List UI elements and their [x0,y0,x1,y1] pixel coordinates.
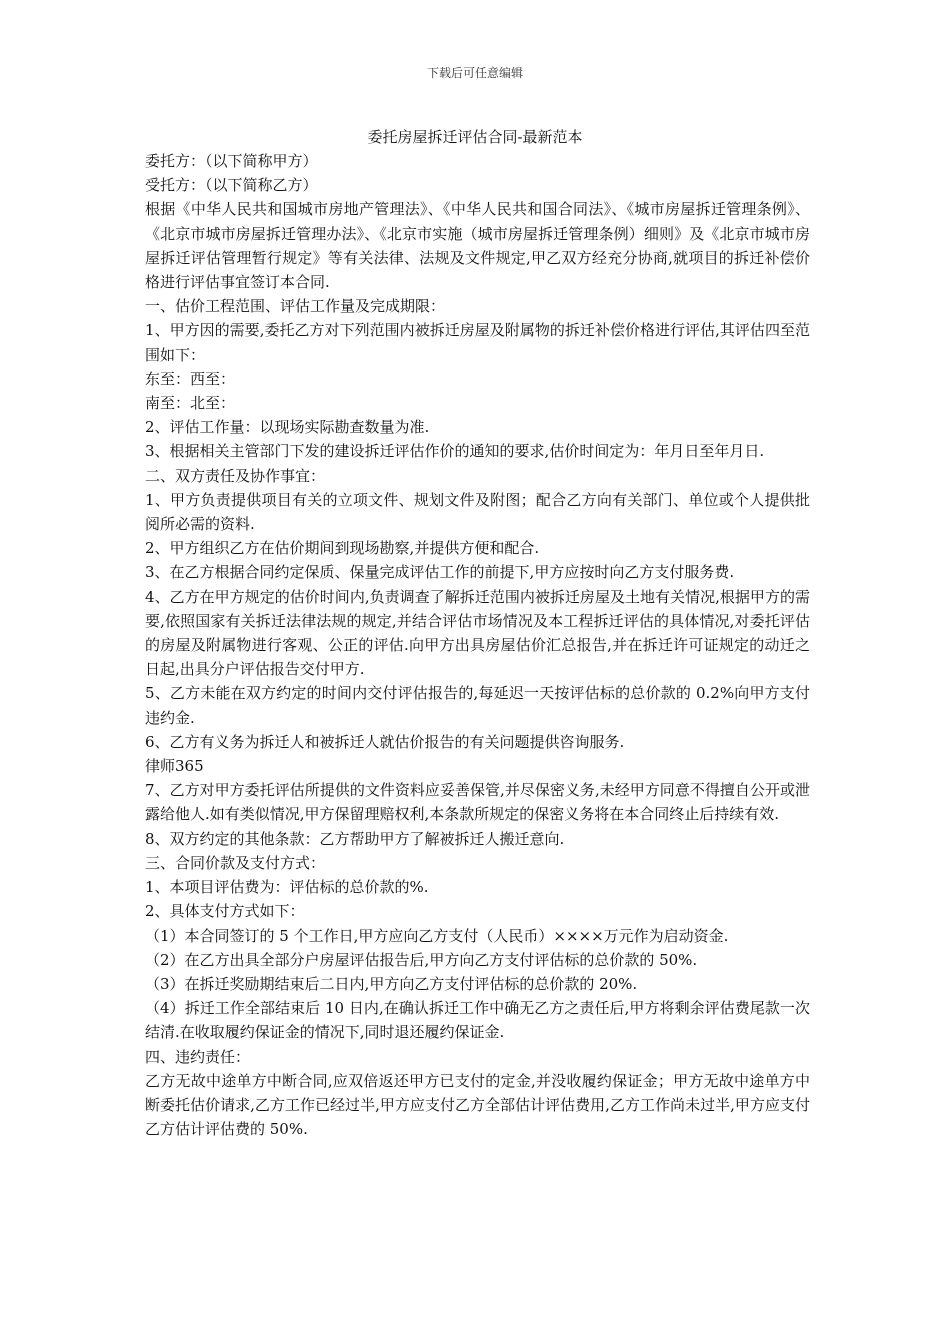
header-note: 下载后可任意编辑 [426,66,523,80]
boundary-east-west: 东至：西至： [145,369,236,388]
clause-1-3: 3、根据相关主管部门下发的建设拆迁评估作价的通知的要求,估价时间定为：年月日至年月日. [145,442,765,461]
document-body [145,149,810,1141]
section-heading-4: 四、违约责任： [145,1047,251,1066]
clause-2-6: 6、乙方有义务为拆迁人和被拆迁人就估价报告的有关问题提供咨询服务. [145,732,625,751]
clause-2-2: 2、甲方组织乙方在估价期间到现场勘察,并提供方便和配合. [145,539,540,558]
clause-2-5: 5、乙方未能在双方约定的时间内交付评估报告的,每延迟一天按评估标的总价款的 0.2%向甲方支付违约金. [145,684,810,727]
party-b-line: 受托方：（以下简称乙方） [145,176,318,195]
payment-item-1: （1）本合同签订的 5 个工作日,甲方应向乙方支付（人民币）××××万元作为启动资金. [145,926,729,945]
section-heading-2: 二、双方责任及协作事宜： [145,466,326,485]
clause-2-1: 1、甲方负责提供项目有关的立项文件、规划文件及附图；配合乙方向有关部门、单位或个人提供批阅所必需的资料. [145,490,810,534]
clause-2-7: 7、乙方对甲方委托评估所提供的文件资料应妥善保管,并尽保密义务,未经甲方同意不得擅自公开或泄露给他人.如有类似情况,甲方保留理赔权利,本条款所规定的保密义务将在本合同终止后持续有效. [145,781,810,824]
clause-2-3: 3、在乙方根据合同约定保质、保量完成评估工作的前提下,甲方应按时向乙方支付服务费. [145,563,735,582]
boundary-south-north: 南至：北至： [145,394,236,413]
watermark-text-line: 律师365 [145,757,204,776]
clause-1-1: 1、甲方因的需要,委托乙方对下列范围内被拆迁房屋及附属物的拆迁补偿价格进行评估,其评估四至范围如下： [145,321,810,364]
payment-item-2: （2）在乙方出具全部分户房屋评估报告后,甲方向乙方支付评估标的总价款的 50%. [145,950,698,969]
breach-paragraph: 乙方无故中途单方中断合同,应双倍返还甲方已支付的定金,并没收履约保证金；甲方无故中途单方中断委托估价请求,乙方工作已经过半,甲方应支付乙方全部估计评估费用,乙方工作尚未过半,甲方应支付乙方估计评估费的 50%. [145,1071,810,1139]
section-heading-1: 一、估价工程范围、评估工作量及完成期限： [145,297,446,316]
preamble-paragraph: 根据《中华人民共和国城市房地产管理法》、《中华人民共和国合同法》、《城市房屋拆迁管理条例》、《北京市城市房屋拆迁管理办法》、《北京市实施（城市房屋拆迁管理条例）细则》及《北京市城市房屋拆迁评估管理暂行规定》等有关法律、法规及文件规定,甲乙双方经充分协商,就项目的拆迁补偿价格进行评估事宜签订本合同. [145,200,810,292]
payment-item-3: （3）在拆迁奖励期结束后二日内,甲方向乙方支付评估标的总价款的 20%. [145,974,638,993]
clause-2-4: 4、乙方在甲方规定的估价时间内,负责调查了解拆迁范围内被拆迁房屋及土地有关情况,根据甲方的需要,依照国家有关拆迁法律法规的规定,并结合评估市场情况及本工程拆迁评估的具体情况,对委托评估的房屋及附属物进行客观、公正的评估.向甲方出具房屋估价汇总报告,并在拆迁许可证规定的动迁之日起,出具分户评估报告交付甲方. [145,587,810,679]
section-heading-3: 三、合同价款及支付方式： [145,853,326,872]
clause-1-2: 2、评估工作量：以现场实际勘查数量为准. [145,418,430,437]
payment-item-4: （4）拆迁工作全部结束后 10 日内,在确认拆迁工作中确无乙方之责任后,甲方将剩余评估费尾款一次结清.在收取履约保证金的情况下,同时退还履约保证金. [145,999,810,1042]
document-title: 委托房屋拆迁评估合同-最新范本 [367,128,583,146]
clause-2-8: 8、双方约定的其他条款：乙方帮助甲方了解被拆迁人搬迁意向. [145,829,565,848]
clause-3-1: 1、本项目评估费为：评估标的总价款的%. [145,878,429,897]
clause-3-2: 2、具体支付方式如下： [145,902,305,921]
party-a-line: 委托方：（以下简称甲方） [145,152,318,170]
